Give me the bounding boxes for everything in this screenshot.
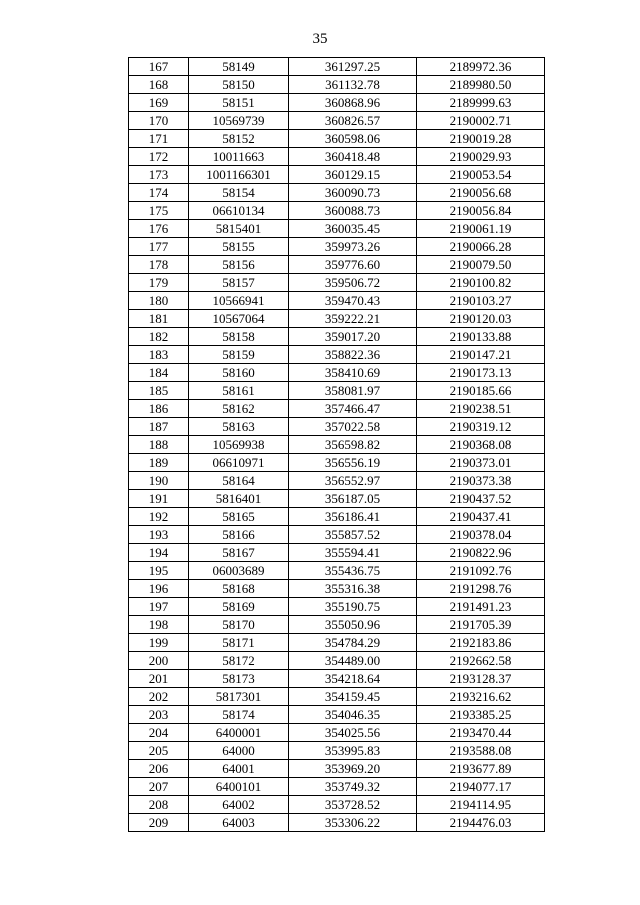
point-id-cell: 58157 (189, 274, 289, 292)
y-coordinate-cell: 2190133.88 (417, 328, 545, 346)
row-number-cell: 178 (129, 256, 189, 274)
y-coordinate-cell: 2190238.51 (417, 400, 545, 418)
point-id-cell: 58169 (189, 598, 289, 616)
point-id-cell: 64000 (189, 742, 289, 760)
row-number-cell: 198 (129, 616, 189, 634)
table-row (129, 436, 545, 454)
point-id-cell: 58154 (189, 184, 289, 202)
y-coordinate-cell: 2190100.82 (417, 274, 545, 292)
point-id-cell: 58150 (189, 76, 289, 94)
table-row (129, 526, 545, 544)
x-coordinate-cell: 353969.20 (289, 760, 417, 778)
table-row (129, 652, 545, 670)
x-coordinate-cell: 356186.41 (289, 508, 417, 526)
x-coordinate-cell: 361297.25 (289, 58, 417, 76)
y-coordinate-cell: 2190002.71 (417, 112, 545, 130)
y-coordinate-cell: 2190437.41 (417, 508, 545, 526)
x-coordinate-cell: 360129.15 (289, 166, 417, 184)
y-coordinate-cell: 2189972.36 (417, 58, 545, 76)
row-number-cell: 172 (129, 148, 189, 166)
point-id-cell: 58167 (189, 544, 289, 562)
y-coordinate-cell: 2193216.62 (417, 688, 545, 706)
row-number-cell: 169 (129, 94, 189, 112)
table-row (129, 472, 545, 490)
x-coordinate-cell: 354784.29 (289, 634, 417, 652)
y-coordinate-cell: 2190147.21 (417, 346, 545, 364)
x-coordinate-cell: 360598.06 (289, 130, 417, 148)
x-coordinate-cell: 353749.32 (289, 778, 417, 796)
point-id-cell: 10569739 (189, 112, 289, 130)
x-coordinate-cell: 360826.57 (289, 112, 417, 130)
table-row (129, 742, 545, 760)
row-number-cell: 203 (129, 706, 189, 724)
y-coordinate-cell: 2190373.01 (417, 454, 545, 472)
point-id-cell: 58152 (189, 130, 289, 148)
point-id-cell: 58173 (189, 670, 289, 688)
table-row (129, 562, 545, 580)
point-id-cell: 58165 (189, 508, 289, 526)
table-row (129, 292, 545, 310)
y-coordinate-cell: 2190053.54 (417, 166, 545, 184)
table-row (129, 400, 545, 418)
point-id-cell: 64003 (189, 814, 289, 832)
point-id-cell: 58168 (189, 580, 289, 598)
x-coordinate-cell: 355436.75 (289, 562, 417, 580)
point-id-cell: 58159 (189, 346, 289, 364)
x-coordinate-cell: 359470.43 (289, 292, 417, 310)
y-coordinate-cell: 2193588.08 (417, 742, 545, 760)
point-id-cell: 58155 (189, 238, 289, 256)
point-id-cell: 5816401 (189, 490, 289, 508)
y-coordinate-cell: 2190061.19 (417, 220, 545, 238)
y-coordinate-cell: 2191491.23 (417, 598, 545, 616)
row-number-cell: 188 (129, 436, 189, 454)
x-coordinate-cell: 355050.96 (289, 616, 417, 634)
row-number-cell: 170 (129, 112, 189, 130)
point-id-cell: 58172 (189, 652, 289, 670)
point-id-cell: 10569938 (189, 436, 289, 454)
point-id-cell: 58174 (189, 706, 289, 724)
x-coordinate-cell: 359776.60 (289, 256, 417, 274)
table-row (129, 274, 545, 292)
row-number-cell: 202 (129, 688, 189, 706)
y-coordinate-cell: 2190029.93 (417, 148, 545, 166)
row-number-cell: 173 (129, 166, 189, 184)
y-coordinate-cell: 2190437.52 (417, 490, 545, 508)
coordinates-table (128, 57, 545, 832)
x-coordinate-cell: 354046.35 (289, 706, 417, 724)
x-coordinate-cell: 356552.97 (289, 472, 417, 490)
table-row (129, 616, 545, 634)
y-coordinate-cell: 2190373.38 (417, 472, 545, 490)
y-coordinate-cell: 2190066.28 (417, 238, 545, 256)
y-coordinate-cell: 2191298.76 (417, 580, 545, 598)
y-coordinate-cell: 2193677.89 (417, 760, 545, 778)
table-row (129, 634, 545, 652)
row-number-cell: 201 (129, 670, 189, 688)
x-coordinate-cell: 355316.38 (289, 580, 417, 598)
row-number-cell: 183 (129, 346, 189, 364)
point-id-cell: 06610971 (189, 454, 289, 472)
table-row (129, 310, 545, 328)
y-coordinate-cell: 2190368.08 (417, 436, 545, 454)
y-coordinate-cell: 2190103.27 (417, 292, 545, 310)
y-coordinate-cell: 2192662.58 (417, 652, 545, 670)
table-row (129, 238, 545, 256)
y-coordinate-cell: 2190173.13 (417, 364, 545, 382)
point-id-cell: 6400001 (189, 724, 289, 742)
table-row (129, 670, 545, 688)
x-coordinate-cell: 356598.82 (289, 436, 417, 454)
row-number-cell: 197 (129, 598, 189, 616)
table-row (129, 706, 545, 724)
row-number-cell: 196 (129, 580, 189, 598)
y-coordinate-cell: 2190079.50 (417, 256, 545, 274)
row-number-cell: 193 (129, 526, 189, 544)
y-coordinate-cell: 2194077.17 (417, 778, 545, 796)
y-coordinate-cell: 2192183.86 (417, 634, 545, 652)
row-number-cell: 208 (129, 796, 189, 814)
point-id-cell: 10566941 (189, 292, 289, 310)
table-row (129, 256, 545, 274)
point-id-cell: 58170 (189, 616, 289, 634)
row-number-cell: 200 (129, 652, 189, 670)
row-number-cell: 174 (129, 184, 189, 202)
x-coordinate-cell: 359506.72 (289, 274, 417, 292)
point-id-cell: 58158 (189, 328, 289, 346)
point-id-cell: 58171 (189, 634, 289, 652)
table-row (129, 490, 545, 508)
point-id-cell: 58162 (189, 400, 289, 418)
y-coordinate-cell: 2191705.39 (417, 616, 545, 634)
row-number-cell: 186 (129, 400, 189, 418)
point-id-cell: 58161 (189, 382, 289, 400)
table-row (129, 544, 545, 562)
x-coordinate-cell: 354489.00 (289, 652, 417, 670)
x-coordinate-cell: 353728.52 (289, 796, 417, 814)
row-number-cell: 192 (129, 508, 189, 526)
point-id-cell: 58149 (189, 58, 289, 76)
x-coordinate-cell: 355190.75 (289, 598, 417, 616)
point-id-cell: 64001 (189, 760, 289, 778)
table-row (129, 364, 545, 382)
point-id-cell: 58156 (189, 256, 289, 274)
x-coordinate-cell: 358410.69 (289, 364, 417, 382)
row-number-cell: 205 (129, 742, 189, 760)
x-coordinate-cell: 354218.64 (289, 670, 417, 688)
row-number-cell: 182 (129, 328, 189, 346)
x-coordinate-cell: 355594.41 (289, 544, 417, 562)
x-coordinate-cell: 359973.26 (289, 238, 417, 256)
row-number-cell: 189 (129, 454, 189, 472)
x-coordinate-cell: 356187.05 (289, 490, 417, 508)
point-id-cell: 58160 (189, 364, 289, 382)
table-row (129, 166, 545, 184)
row-number-cell: 199 (129, 634, 189, 652)
row-number-cell: 179 (129, 274, 189, 292)
row-number-cell: 184 (129, 364, 189, 382)
y-coordinate-cell: 2190056.84 (417, 202, 545, 220)
row-number-cell: 171 (129, 130, 189, 148)
x-coordinate-cell: 359222.21 (289, 310, 417, 328)
y-coordinate-cell: 2190056.68 (417, 184, 545, 202)
table-row (129, 382, 545, 400)
y-coordinate-cell: 2189980.50 (417, 76, 545, 94)
point-id-cell: 58164 (189, 472, 289, 490)
table-row (129, 454, 545, 472)
x-coordinate-cell: 357022.58 (289, 418, 417, 436)
x-coordinate-cell: 354025.56 (289, 724, 417, 742)
row-number-cell: 180 (129, 292, 189, 310)
table-row (129, 418, 545, 436)
point-id-cell: 58163 (189, 418, 289, 436)
y-coordinate-cell: 2194114.95 (417, 796, 545, 814)
y-coordinate-cell: 2193385.25 (417, 706, 545, 724)
table-row (129, 688, 545, 706)
point-id-cell: 5815401 (189, 220, 289, 238)
y-coordinate-cell: 2193470.44 (417, 724, 545, 742)
x-coordinate-cell: 360035.45 (289, 220, 417, 238)
y-coordinate-cell: 2194476.03 (417, 814, 545, 832)
x-coordinate-cell: 355857.52 (289, 526, 417, 544)
point-id-cell: 1001166301 (189, 166, 289, 184)
y-coordinate-cell: 2190822.96 (417, 544, 545, 562)
y-coordinate-cell: 2190319.12 (417, 418, 545, 436)
point-id-cell: 5817301 (189, 688, 289, 706)
x-coordinate-cell: 356556.19 (289, 454, 417, 472)
x-coordinate-cell: 360418.48 (289, 148, 417, 166)
point-id-cell: 58166 (189, 526, 289, 544)
y-coordinate-cell: 2190185.66 (417, 382, 545, 400)
table-row (129, 94, 545, 112)
x-coordinate-cell: 357466.47 (289, 400, 417, 418)
y-coordinate-cell: 2190019.28 (417, 130, 545, 148)
row-number-cell: 187 (129, 418, 189, 436)
table-row (129, 130, 545, 148)
row-number-cell: 175 (129, 202, 189, 220)
table-row (129, 580, 545, 598)
x-coordinate-cell: 358822.36 (289, 346, 417, 364)
point-id-cell: 06610134 (189, 202, 289, 220)
row-number-cell: 209 (129, 814, 189, 832)
row-number-cell: 176 (129, 220, 189, 238)
table-row (129, 112, 545, 130)
row-number-cell: 190 (129, 472, 189, 490)
x-coordinate-cell: 358081.97 (289, 382, 417, 400)
row-number-cell: 204 (129, 724, 189, 742)
x-coordinate-cell: 359017.20 (289, 328, 417, 346)
row-number-cell: 191 (129, 490, 189, 508)
table-row (129, 724, 545, 742)
x-coordinate-cell: 360090.73 (289, 184, 417, 202)
row-number-cell: 194 (129, 544, 189, 562)
table-row (129, 148, 545, 166)
page-number: 35 (312, 31, 328, 47)
x-coordinate-cell: 353306.22 (289, 814, 417, 832)
x-coordinate-cell: 361132.78 (289, 76, 417, 94)
x-coordinate-cell: 354159.45 (289, 688, 417, 706)
table-row (129, 76, 545, 94)
point-id-cell: 06003689 (189, 562, 289, 580)
table-row (129, 328, 545, 346)
x-coordinate-cell: 353995.83 (289, 742, 417, 760)
row-number-cell: 195 (129, 562, 189, 580)
point-id-cell: 58151 (189, 94, 289, 112)
table-row (129, 202, 545, 220)
table-row (129, 814, 545, 832)
point-id-cell: 10011663 (189, 148, 289, 166)
y-coordinate-cell: 2190120.03 (417, 310, 545, 328)
row-number-cell: 185 (129, 382, 189, 400)
x-coordinate-cell: 360088.73 (289, 202, 417, 220)
row-number-cell: 177 (129, 238, 189, 256)
point-id-cell: 64002 (189, 796, 289, 814)
y-coordinate-cell: 2191092.76 (417, 562, 545, 580)
row-number-cell: 206 (129, 760, 189, 778)
table-row (129, 508, 545, 526)
table-row (129, 778, 545, 796)
table-row (129, 58, 545, 76)
row-number-cell: 167 (129, 58, 189, 76)
point-id-cell: 6400101 (189, 778, 289, 796)
x-coordinate-cell: 360868.96 (289, 94, 417, 112)
y-coordinate-cell: 2190378.04 (417, 526, 545, 544)
table-row (129, 760, 545, 778)
table-row (129, 598, 545, 616)
y-coordinate-cell: 2193128.37 (417, 670, 545, 688)
table-row (129, 220, 545, 238)
row-number-cell: 181 (129, 310, 189, 328)
table-row (129, 796, 545, 814)
row-number-cell: 207 (129, 778, 189, 796)
point-id-cell: 10567064 (189, 310, 289, 328)
table-body (129, 58, 545, 832)
y-coordinate-cell: 2189999.63 (417, 94, 545, 112)
table-row (129, 184, 545, 202)
row-number-cell: 168 (129, 76, 189, 94)
table-row (129, 346, 545, 364)
